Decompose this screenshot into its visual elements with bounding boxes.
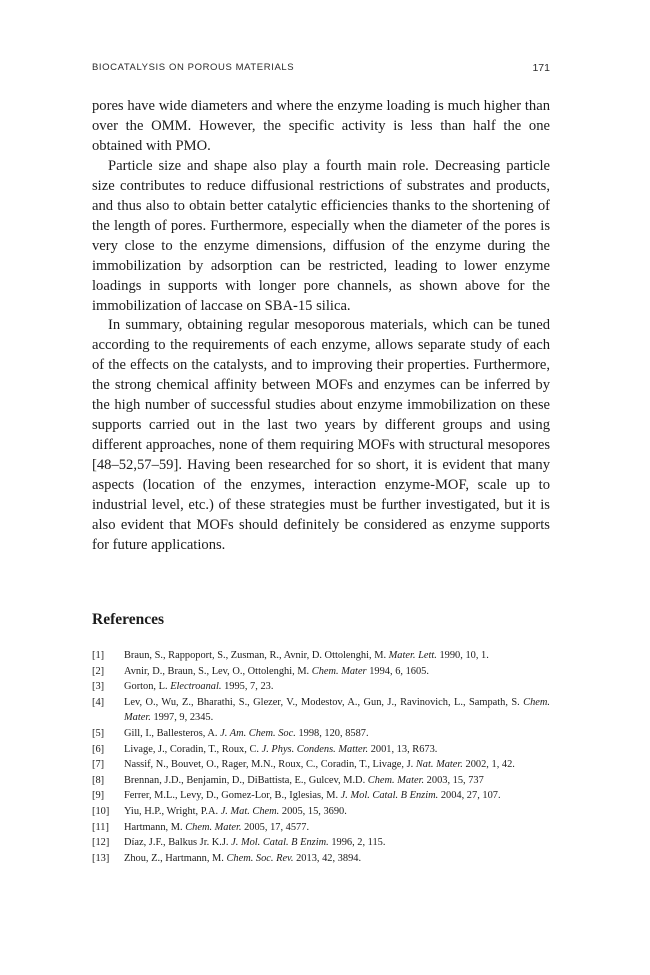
reference-number: [11]: [92, 821, 109, 833]
reference-number: [6]: [92, 743, 105, 755]
reference-journal: J. Am. Chem. Soc.: [220, 727, 296, 739]
body-text: [92, 97, 550, 556]
reference-journal: Chem. Soc. Rev.: [226, 852, 294, 864]
references-list: [92, 648, 550, 866]
reference-details: 2005, 17, 4577.: [244, 821, 310, 833]
reference-journal: Electroanal.: [170, 681, 222, 693]
reference-authors: Hartmann, M.: [124, 821, 183, 833]
reference-journal: Chem. Mater: [311, 665, 367, 677]
reference-journal: Chem. Mater.: [124, 696, 550, 724]
reference-journal: J. Mol. Catal. B Enzim.: [340, 790, 439, 802]
reference-number: [1]: [92, 650, 105, 661]
reference-journal: Chem. Mater.: [367, 774, 425, 786]
reference-journal: J. Phys. Condens. Matter.: [261, 743, 369, 755]
reference-details: 1994, 6, 1605.: [369, 665, 429, 677]
reference-item: [92, 773, 550, 789]
reference-journal: Nat. Mater.: [415, 759, 463, 771]
paragraph: pores have wide diameters and where the enzyme loading is much higher than over the OMM. However, the specific activity is less than half the one obtained with PMO.: [92, 98, 550, 154]
reference-details: 1998, 120, 8587.: [298, 727, 369, 739]
reference-item: [92, 664, 550, 680]
reference-authors: Avnir, D., Braun, S., Lev, O., Ottolenghi, M.: [124, 665, 310, 677]
reference-number: [3]: [92, 681, 105, 693]
reference-number: [4]: [92, 696, 105, 708]
reference-item: [92, 804, 550, 820]
reference-number: [7]: [92, 759, 105, 771]
reference-details: 2013, 42, 3894.: [296, 852, 362, 864]
references-heading: References: [92, 611, 165, 628]
reference-item: [92, 757, 550, 773]
reference-journal: J. Mol. Catal. B Enzim.: [231, 837, 329, 849]
reference-journal: Mater. Lett.: [388, 650, 437, 661]
paragraph: Particle size and shape also play a fourth main role. Decreasing particle size contributes to reduce diffusional restrictions of substrates and products, and thus also to obtain better catalytic efficiencies thanks to the shortening of the length of pores. Furthermore, especially when the diameter of the pores is very close to the enzyme dimensions, diffusion of the enzyme during the immobilization by adsorption can be restricted, leading to lower enzyme loadings in supports with longer pore channels, as shown above for the immobilization of laccase on SBA-15 silica.: [92, 157, 550, 314]
page-number: 171: [532, 62, 550, 74]
reference-journal: Chem. Mater.: [185, 821, 242, 833]
reference-details: 2004, 27, 107.: [440, 790, 501, 802]
reference-item: [92, 835, 550, 851]
reference-authors: Gorton, L.: [124, 681, 168, 693]
reference-authors: Brennan, J.D., Benjamin, D., DiBattista, E., Gulcev, M.D.: [124, 774, 366, 786]
reference-journal: J. Mat. Chem.: [220, 805, 280, 817]
reference-item: [92, 742, 550, 758]
reference-authors: Yiu, H.P., Wright, P.A.: [124, 805, 219, 817]
reference-item: [92, 851, 550, 867]
reference-authors: Zhou, Z., Hartmann, M.: [124, 852, 224, 864]
reference-number: [10]: [92, 805, 110, 817]
reference-number: [9]: [92, 790, 105, 802]
reference-item: [92, 648, 550, 664]
reference-authors: Gill, I., Ballesteros, A.: [124, 727, 218, 739]
running-title: BIOCATALYSIS ON POROUS MATERIALS: [92, 62, 295, 73]
reference-details: 2002, 1, 42.: [465, 759, 515, 771]
reference-details: 2003, 15, 737: [426, 774, 484, 786]
reference-item: [92, 726, 550, 742]
reference-details: 1990, 10, 1.: [439, 650, 489, 661]
reference-number: [2]: [92, 665, 105, 677]
reference-number: [12]: [92, 837, 110, 849]
reference-item: [92, 679, 550, 695]
reference-details: 2005, 15, 3690.: [281, 805, 347, 817]
reference-authors: Lev, O., Wu, Z., Bharathi, S., Glezer, V., Modestov, A., Gun, J., Ravinovich, L., Sampath, S.: [124, 696, 520, 708]
reference-number: [8]: [92, 774, 105, 786]
reference-details: 2001, 13, R673.: [370, 743, 438, 755]
reference-item: [92, 820, 550, 836]
running-header: [92, 62, 550, 78]
reference-authors: Nassif, N., Bouvet, O., Rager, M.N., Roux, C., Coradin, T., Livage, J.: [124, 759, 414, 771]
reference-authors: Ferrer, M.L., Levy, D., Gomez-Lor, B., Iglesias, M.: [124, 790, 339, 802]
reference-item: [92, 695, 550, 726]
reference-details: 1995, 7, 23.: [224, 681, 274, 693]
reference-number: [5]: [92, 727, 105, 739]
reference-authors: Braun, S., Rappoport, S., Zusman, R., Avnir, D. Ottolenghi, M.: [124, 650, 387, 661]
reference-details: 1997, 9, 2345.: [153, 712, 214, 724]
reference-authors: Díaz, J.F., Balkus Jr. K.J.: [124, 837, 229, 849]
reference-details: 1996, 2, 115.: [331, 837, 386, 849]
reference-authors: Livage, J., Coradin, T., Roux, C.: [124, 743, 259, 755]
reference-item: [92, 788, 550, 804]
reference-number: [13]: [92, 852, 110, 864]
paragraph: In summary, obtaining regular mesoporous materials, which can be tuned according to the requirements of each enzyme, allows separate study of each of the effects on the catalysts, and to improving their properties. Furthermore, the strong chemical affinity between MOFs and enzymes can be inferred by the high number of successful studies about enzyme immobilization on these supports carried out in the last two years by different groups and using different approaches, none of them requiring MOFs with structural mesopores [48–52,57–59]. Having been researched for so short, it is evident that many aspects (location of the enzymes, interaction enzyme-MOF, scale up to industrial level, etc.) of these strategies must be further investigated, but it is also evident that MOFs should definitely be considered as enzyme supports for future applications.: [92, 317, 550, 553]
